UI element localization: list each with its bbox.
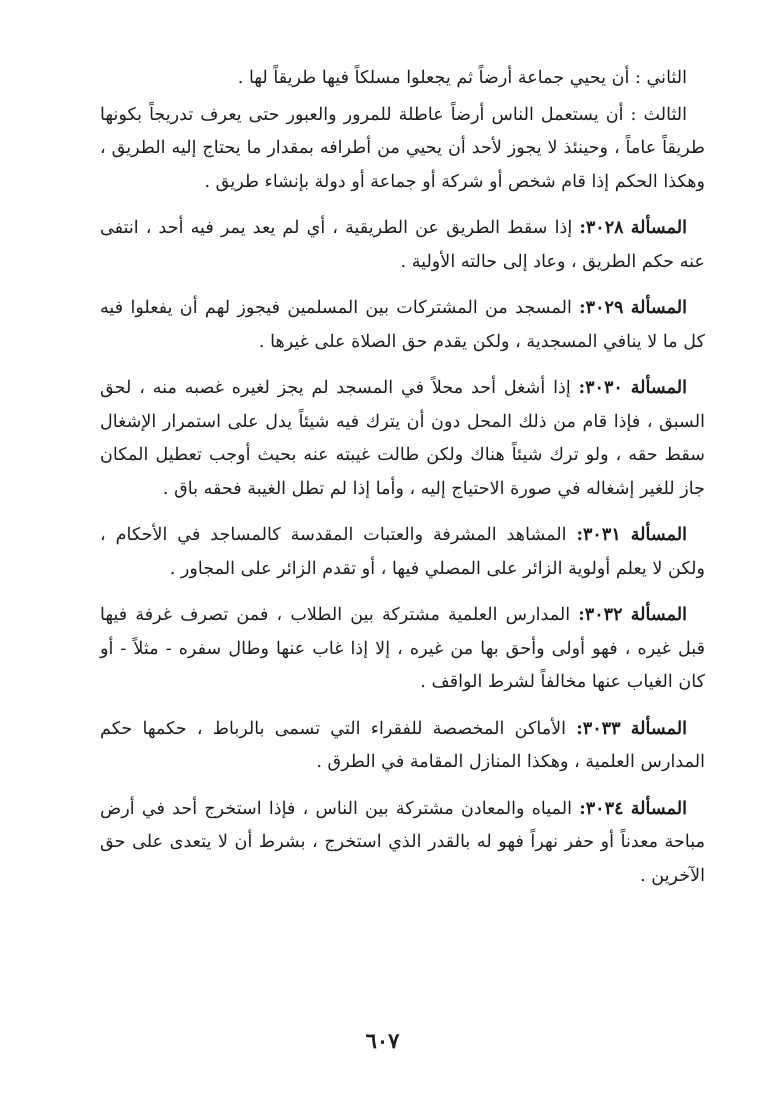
issue-number: ٣٠٣٣:: [576, 717, 621, 739]
issue-text: المياه والمعادن مشتركة بين الناس ، فإذا استخرج أحد في أرض مباحة معدناً أو حفر نهراً فهو له بالقدر الذي استخرج ، بشرط أن لا يتعدى على حق الآخرين .: [100, 798, 705, 886]
issue-number: ٣٠٢٩:: [579, 297, 624, 318]
issue-3029: [100, 291, 705, 359]
issue-label: المسألة: [630, 297, 688, 318]
issue-3033: [100, 712, 705, 780]
intro-paragraph-second: الثاني : أن يحيي جماعة أرضاً ثم يجعلوا مسلكاً فيها طريقاً لها .: [237, 68, 687, 88]
issue-label: المسألة: [630, 217, 687, 238]
issue-number: ٣٠٣٠:: [578, 377, 623, 398]
issue-text: المدارس العلمية مشتركة بين الطلاب ، فمن تصرف غرفة فيها قبل غيره ، فهو أولى وأحق بها من غيره ، إلا إذا غاب عنها وطال سفره - مثلاً - أو كان الغياب عنها مخالفاً لشرط الواقف .: [100, 605, 705, 692]
issue-label: المسألة: [630, 524, 687, 545]
issue-number: ٣٠٣١:: [576, 524, 621, 545]
issue-number: ٣٠٢٨:: [579, 217, 624, 238]
intro-paragraph-third: الثالث : أن يستعمل الناس أرضاً عاطلة للمرور والعبور حتى يعرف تدريجاً بكونها طريقاً عاماً ، وحينئذ لا يجوز لأحد أن يحيي من أطرافه بمقدار ما يحتاج إليه الطريق ، وهكذا الحكم إذا قام شخص أو شركة أو جماعة أو دولة بإنشاء طريق .: [100, 104, 705, 192]
issue-3028: [100, 211, 705, 279]
issue-text: المسجد من المشتركات بين المسلمين فيجوز لهم أن يفعلوا فيه كل ما لا ينافي المسجدية ، ولكن يقدم حق الصلاة على غيرها .: [100, 298, 705, 352]
issue-number: ٣٠٣٢:: [578, 604, 623, 625]
issue-label: المسألة: [630, 797, 688, 819]
issue-3034: [100, 792, 705, 894]
issue-text: إذا أشغل أحد محلاً في المسجد لم يجز لغيره غصبه منه ، لحق السبق ، فإذا قام من ذلك المحل دون أن يترك فيه شيئاً يدل على استمرار الإشغال سقط حقه ، ولو ترك شيئاً هناك ولكن طالت غيبته عنه بحيث أوجب تعطيل المكان جاز للغير إشغاله في صورة الاحتياج إليه ، وأما إذا لم تطل الغيبة فحقه باق .: [100, 378, 705, 499]
issue-label: المسألة: [630, 717, 688, 739]
issue-label: المسألة: [630, 604, 688, 625]
issue-3031: [100, 518, 705, 586]
issue-3032: [100, 598, 705, 700]
issue-text: المشاهد المشرفة والعتبات المقدسة كالمساجد في الأحكام ، ولكن لا يعلم أولوية الزائر على المصلي فيها ، أو تقدم الزائر على المجاور .: [100, 525, 705, 579]
issue-3030: [100, 371, 705, 506]
page-body: [100, 62, 705, 905]
issue-label: المسألة: [630, 377, 687, 398]
page-number: ٦٠٧: [365, 1028, 400, 1053]
issue-number: ٣٠٣٤:: [579, 797, 624, 819]
issue-text: إذا سقط الطريق عن الطريقية ، أي لم يعد يمر فيه أحد ، انتفى عنه حكم الطريق ، وعاد إلى حالته الأولية .: [100, 218, 705, 272]
issue-text: الأماكن المخصصة للفقراء التي تسمى بالرباط ، حكمها حكم المدارس العلمية ، وهكذا المنازل المقامة في الطرق .: [100, 718, 705, 772]
